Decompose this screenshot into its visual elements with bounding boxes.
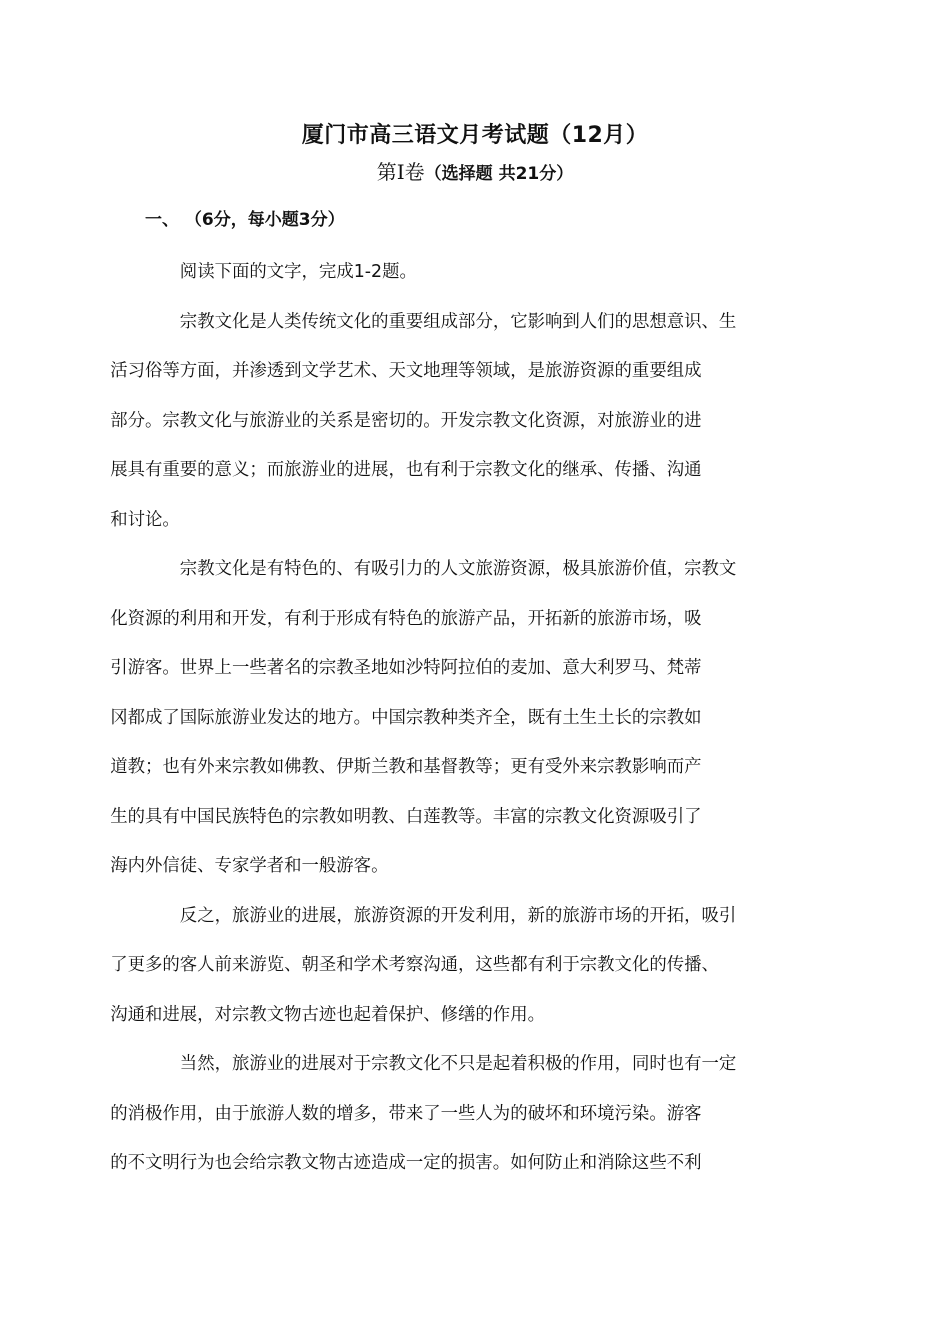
text-line: 当然，旅游业的进展对于宗教文化不只是起着积极的作用，同时也有一定 bbox=[179, 1054, 737, 1074]
paragraph bbox=[110, 545, 805, 892]
section-heading: 一、 （6分，每小题3分） bbox=[145, 210, 345, 230]
text-line: 和讨论。 bbox=[110, 509, 180, 530]
text-line: 的不文明行为也会给宗教文物古迹造成一定的损害。如何防止和消除这些不利 bbox=[110, 1153, 702, 1173]
text-line: 活习俗等方面，并渗透到文学艺术、天文地理等领域，是旅游资源的重要组成 bbox=[110, 361, 702, 381]
document-subtitle bbox=[0, 158, 950, 188]
text-line: 海内外信徒、专家学者和一般游客。 bbox=[110, 856, 389, 876]
text-line: 了更多的客人前来游览、朝圣和学术考察沟通，这些都有利于宗教文化的传播、 bbox=[110, 955, 719, 975]
text-line: 生的具有中国民族特色的宗教如明教、白莲教等。丰富的宗教文化资源吸引了 bbox=[110, 806, 702, 827]
volume-label: 第Ⅰ卷 bbox=[376, 160, 425, 184]
text-line: 反之，旅游业的进展，旅游资源的开发利用，新的旅游市场的开拓，吸引 bbox=[179, 905, 737, 926]
paragraph bbox=[110, 298, 805, 546]
text-line: 展具有重要的意义；而旅游业的进展，也有利于宗教文化的继承、传播、沟通 bbox=[110, 460, 702, 480]
text-line: 道教；也有外来宗教如佛教、伊斯兰教和基督教等；更有受外来宗教影响而产 bbox=[110, 757, 702, 777]
text-line: 部分。宗教文化与旅游业的关系是密切的。开发宗教文化资源，对旅游业的进 bbox=[110, 410, 702, 431]
paragraph bbox=[110, 892, 805, 1041]
text-line: 引游客。世界上一些著名的宗教圣地如沙特阿拉伯的麦加、意大利罗马、梵蒂 bbox=[110, 658, 702, 678]
reading-passage bbox=[110, 248, 805, 1189]
text-line: 化资源的利用和开发，有利于形成有特色的旅游产品，开拓新的旅游市场，吸 bbox=[110, 608, 702, 629]
text-line: 阅读下面的文字，完成1-2题。 bbox=[179, 262, 417, 282]
text-line: 宗教文化是有特色的、有吸引力的人文旅游资源，极具旅游价值，宗教文 bbox=[179, 559, 737, 579]
volume-description: （选择题 共21分） bbox=[424, 164, 574, 184]
text-line: 的消极作用，由于旅游人数的增多，带来了一些人为的破坏和环境污染。游客 bbox=[110, 1103, 702, 1124]
text-line: 冈都成了国际旅游业发达的地方。中国宗教种类齐全，既有土生土长的宗教如 bbox=[110, 707, 702, 728]
instruction-line bbox=[145, 248, 805, 298]
text-line: 沟通和进展，对宗教文物古迹也起着保护、修缮的作用。 bbox=[110, 1004, 545, 1025]
document-title: 厦门市高三语文月考试题（12月） bbox=[301, 123, 649, 148]
text-line: 宗教文化是人类传统文化的重要组成部分，它影响到人们的思想意识、生 bbox=[179, 311, 737, 332]
paragraph bbox=[110, 1040, 805, 1189]
